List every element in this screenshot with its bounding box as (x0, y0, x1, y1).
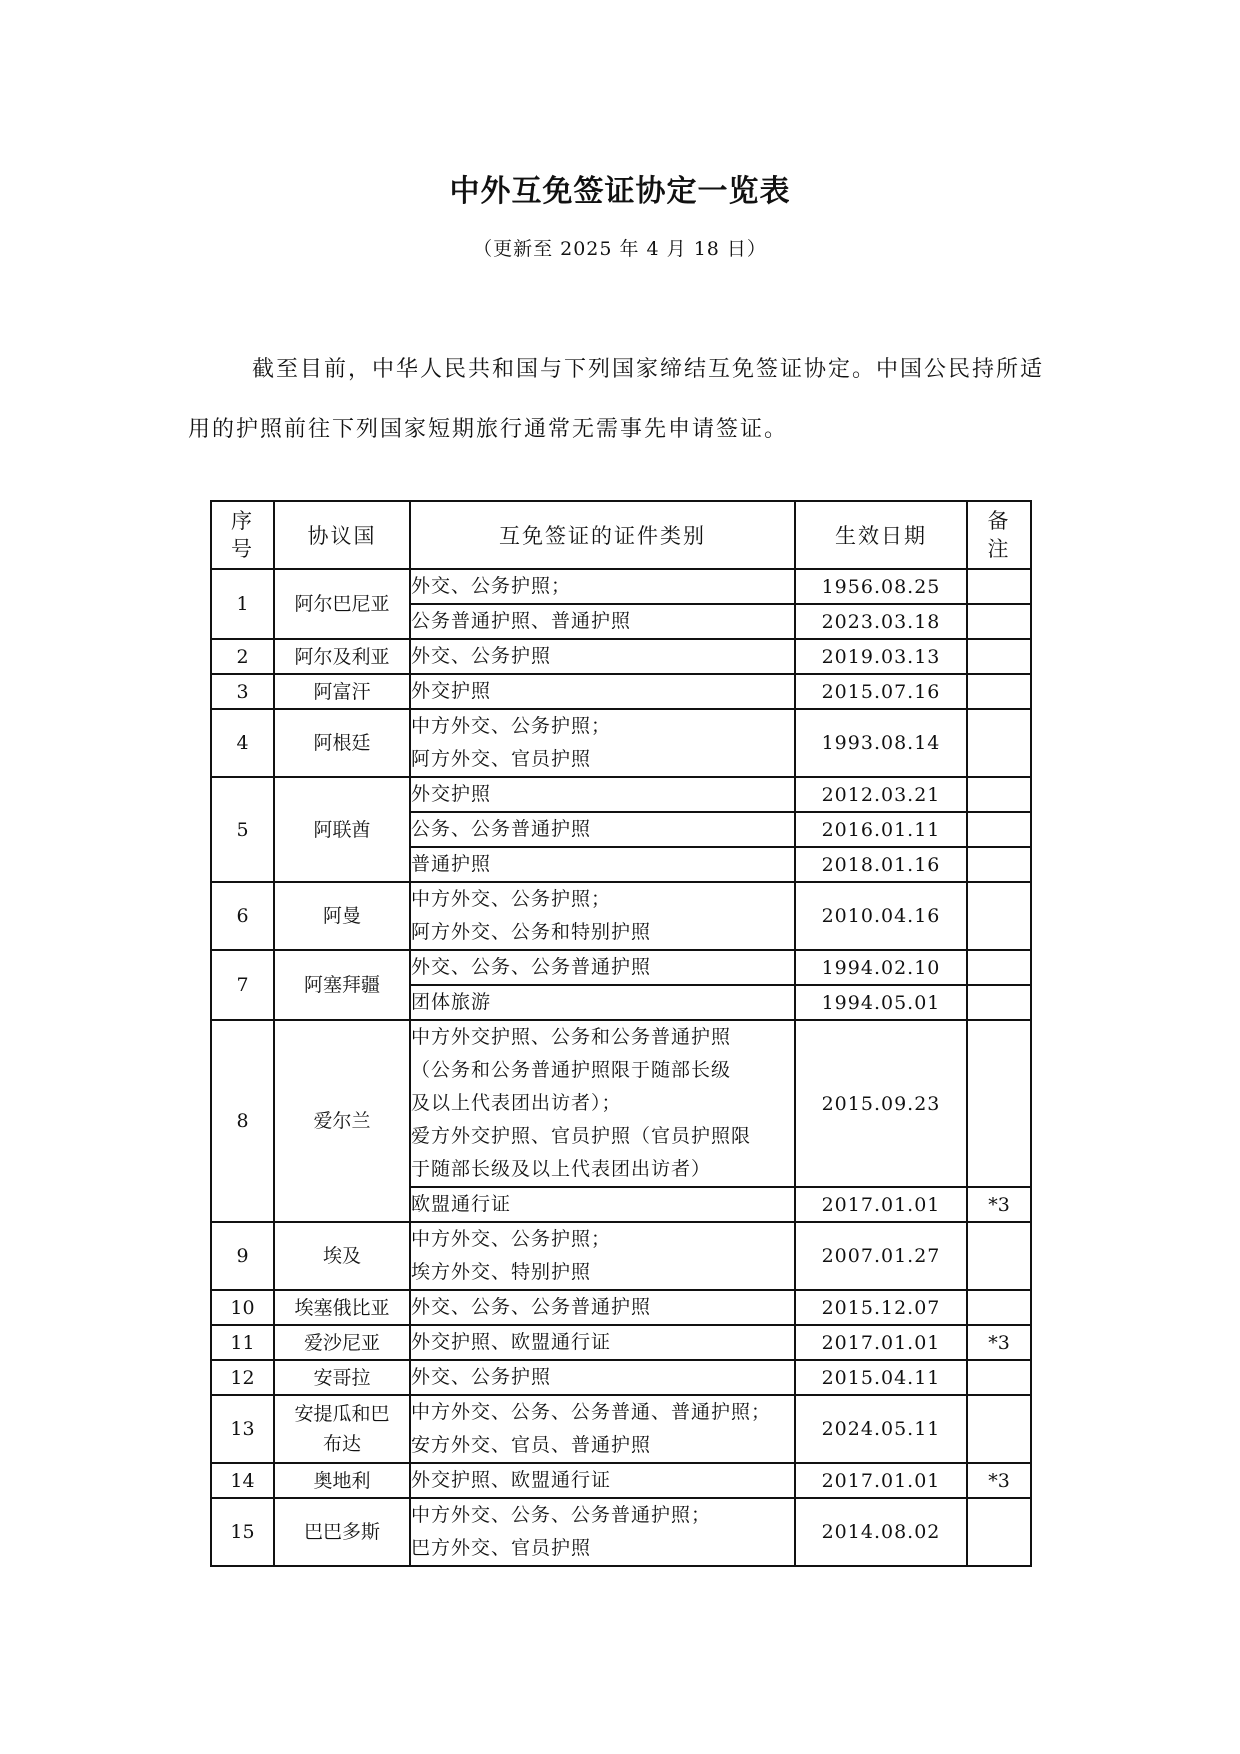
table-row (211, 1463, 1031, 1498)
document-types-cell: 欧盟通行证 (410, 1187, 795, 1222)
table-row (211, 882, 1031, 950)
effective-date-cell: 2023.03.18 (795, 604, 967, 639)
effective-date-cell: 2015.09.23 (795, 1020, 967, 1187)
document-types-cell: 普通护照 (410, 847, 795, 882)
remarks-cell (967, 1290, 1031, 1325)
country-cell: 巴巴多斯 (274, 1498, 410, 1566)
document-types-cell: 中方外交护照、公务和公务普通护照 （公务和公务普通护照限于随部长级 及以上代表团出访者）； 爱方外交护照、官员护照（官员护照限 于随部长级及以上代表团出访者） (410, 1020, 795, 1187)
document-types-cell: 外交、公务、公务普通护照 (410, 950, 795, 985)
remarks-cell (967, 985, 1031, 1020)
serial-number-cell: 9 (211, 1222, 274, 1290)
remarks-cell (967, 639, 1031, 674)
remarks-cell (967, 604, 1031, 639)
document-title: 中外互免签证协定一览表 (449, 174, 791, 209)
country-cell: 阿塞拜疆 (274, 950, 410, 1020)
country-cell: 阿富汗 (274, 674, 410, 709)
document-types-cell: 中方外交、公务、公务普通护照； 巴方外交、官员护照 (410, 1498, 795, 1566)
remarks-cell (967, 1395, 1031, 1463)
document-types-cell: 中方外交、公务、公务普通、普通护照； 安方外交、官员、普通护照 (410, 1395, 795, 1463)
remarks-cell (967, 950, 1031, 985)
effective-date-cell: 2010.04.16 (795, 882, 967, 950)
document-types-cell: 外交护照、欧盟通行证 (410, 1463, 795, 1498)
table-row (211, 569, 1031, 604)
serial-number-cell: 4 (211, 709, 274, 777)
serial-number-cell: 14 (211, 1463, 274, 1498)
remarks-cell (967, 569, 1031, 604)
remarks-cell: *3 (967, 1187, 1031, 1222)
table-row (211, 1325, 1031, 1360)
effective-date-cell: 2017.01.01 (795, 1325, 967, 1360)
effective-date-cell: 2018.01.16 (795, 847, 967, 882)
document-types-cell: 中方外交、公务护照； 阿方外交、官员护照 (410, 709, 795, 777)
country-cell: 爱尔兰 (274, 1020, 410, 1222)
header-serial-number: 序 号 (211, 501, 274, 569)
table-row (211, 777, 1031, 812)
effective-date-cell: 2014.08.02 (795, 1498, 967, 1566)
visa-exemption-table (210, 500, 1032, 1567)
table-row (211, 1020, 1031, 1187)
serial-number-cell: 12 (211, 1360, 274, 1395)
document-types-cell: 中方外交、公务护照； 埃方外交、特别护照 (410, 1222, 795, 1290)
remarks-cell (967, 777, 1031, 812)
document-types-cell: 外交、公务护照 (410, 639, 795, 674)
country-cell: 埃塞俄比亚 (274, 1290, 410, 1325)
remarks-cell (967, 674, 1031, 709)
serial-number-cell: 10 (211, 1290, 274, 1325)
serial-number-cell: 6 (211, 882, 274, 950)
table-row (211, 639, 1031, 674)
serial-number-cell: 8 (211, 1020, 274, 1222)
country-cell: 埃及 (274, 1222, 410, 1290)
remarks-cell (967, 1222, 1031, 1290)
remarks-cell (967, 882, 1031, 950)
header-document-types: 互免签证的证件类别 (410, 501, 795, 569)
effective-date-cell: 2019.03.13 (795, 639, 967, 674)
remarks-cell (967, 847, 1031, 882)
effective-date-cell: 2017.01.01 (795, 1187, 967, 1222)
effective-date-cell: 1993.08.14 (795, 709, 967, 777)
serial-number-cell: 15 (211, 1498, 274, 1566)
document-types-cell: 外交、公务护照 (410, 1360, 795, 1395)
header-country: 协议国 (274, 501, 410, 569)
remarks-cell (967, 812, 1031, 847)
effective-date-cell: 1994.02.10 (795, 950, 967, 985)
country-cell: 安提瓜和巴 布达 (274, 1395, 410, 1463)
document-types-cell: 团体旅游 (410, 985, 795, 1020)
effective-date-cell: 2016.01.11 (795, 812, 967, 847)
table-row (211, 1395, 1031, 1463)
remarks-cell (967, 1020, 1031, 1187)
serial-number-cell: 1 (211, 569, 274, 639)
document-types-cell: 外交护照、欧盟通行证 (410, 1325, 795, 1360)
serial-number-cell: 13 (211, 1395, 274, 1463)
remarks-cell: *3 (967, 1325, 1031, 1360)
document-types-cell: 外交、公务护照； (410, 569, 795, 604)
document-types-cell: 外交、公务、公务普通护照 (410, 1290, 795, 1325)
document-types-cell: 外交护照 (410, 777, 795, 812)
effective-date-cell: 2024.05.11 (795, 1395, 967, 1463)
effective-date-cell: 2017.01.01 (795, 1463, 967, 1498)
table-row (211, 1222, 1031, 1290)
intro-paragraph: 截至目前，中华人民共和国与下列国家缔结互免签证协定。中国公民持所适用的护照前往下列国家短期旅行通常无需事先申请签证。 (188, 357, 1045, 442)
country-cell: 奥地利 (274, 1463, 410, 1498)
effective-date-cell: 2015.12.07 (795, 1290, 967, 1325)
header-remarks: 备 注 (967, 501, 1031, 569)
remarks-cell (967, 1498, 1031, 1566)
serial-number-cell: 3 (211, 674, 274, 709)
table-header-row (211, 501, 1031, 569)
country-cell: 阿曼 (274, 882, 410, 950)
effective-date-cell: 2012.03.21 (795, 777, 967, 812)
country-cell: 阿尔巴尼亚 (274, 569, 410, 639)
remarks-cell (967, 1360, 1031, 1395)
table-row (211, 1498, 1031, 1566)
country-cell: 爱沙尼亚 (274, 1325, 410, 1360)
country-cell: 阿根廷 (274, 709, 410, 777)
document-update-date: （更新至 2025 年 4 月 18 日） (473, 238, 767, 260)
document-types-cell: 公务普通护照、普通护照 (410, 604, 795, 639)
table-row (211, 1290, 1031, 1325)
table-row (211, 1360, 1031, 1395)
document-types-cell: 公务、公务普通护照 (410, 812, 795, 847)
table-body (211, 569, 1031, 1566)
serial-number-cell: 11 (211, 1325, 274, 1360)
country-cell: 安哥拉 (274, 1360, 410, 1395)
remarks-cell: *3 (967, 1463, 1031, 1498)
country-cell: 阿尔及利亚 (274, 639, 410, 674)
effective-date-cell: 2015.07.16 (795, 674, 967, 709)
effective-date-cell: 2015.04.11 (795, 1360, 967, 1395)
header-effective-date: 生效日期 (795, 501, 967, 569)
country-cell: 阿联酋 (274, 777, 410, 882)
serial-number-cell: 7 (211, 950, 274, 1020)
serial-number-cell: 2 (211, 639, 274, 674)
serial-number-cell: 5 (211, 777, 274, 882)
document-types-cell: 中方外交、公务护照； 阿方外交、公务和特别护照 (410, 882, 795, 950)
effective-date-cell: 1994.05.01 (795, 985, 967, 1020)
table-row (211, 950, 1031, 985)
document-types-cell: 外交护照 (410, 674, 795, 709)
effective-date-cell: 2007.01.27 (795, 1222, 967, 1290)
remarks-cell (967, 709, 1031, 777)
table-row (211, 709, 1031, 777)
effective-date-cell: 1956.08.25 (795, 569, 967, 604)
table-row (211, 674, 1031, 709)
